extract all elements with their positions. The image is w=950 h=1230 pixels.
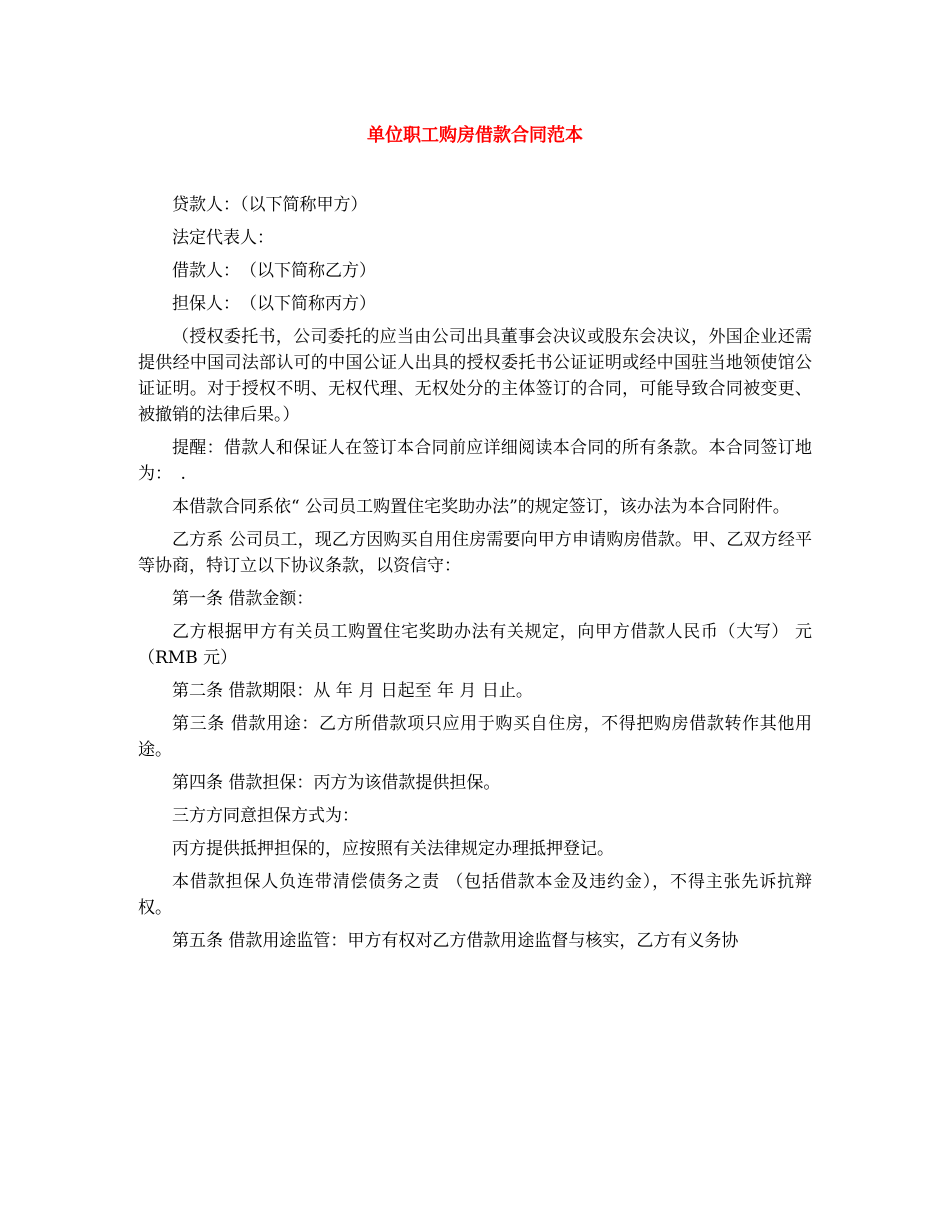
paragraph-legal-representative: 法定代表人： [172,228,274,248]
mortgage-registration: 丙方提供抵押担保的，应按照有关法律规定办理抵押登记。 [172,839,614,859]
paragraph-borrower: 借款人： （以下简称乙方） [172,261,376,281]
document-body [138,192,812,961]
article-4: 第四条 借款担保：丙方为该借款提供担保。 [172,773,501,793]
document-title: 单位职工购房借款合同范本 [367,125,583,146]
paragraph-reminder: 提醒：借款人和保证人在签订本合同前应详细阅读本合同的所有条款。本合同签订地为： . [138,438,812,484]
paragraph-basis: 本借款合同系依“ 公司员工购置住宅奖助办法”的规定签订，该办法为本合同附件。 [172,497,790,517]
guarantee-method: 三方方同意担保方式为： [172,806,359,826]
paragraph-guarantor: 担保人： （以下简称丙方） [172,294,376,314]
article-3: 第三条 借款用途：乙方所借款项只应用于购买自住房，不得把购房借款转作其他用途。 [138,714,812,760]
joint-liability: 本借款担保人负连带清偿债务之责 （包括借款本金及违约金），不得主张先诉抗辩权。 [138,872,812,918]
article-2: 第二条 借款期限：从 年 月 日起至 年 月 日止。 [172,681,533,701]
paragraph-lender: 贷款人：（以下简称甲方） [172,195,368,215]
paragraph-power-of-attorney-note: （授权委托书，公司委托的应当由公司出具董事会决议或股东会决议，外国企业还需提供经中国司法部认可的中国公证人出具的授权委托书公证证明或经中国驻当地领使馆公证证明。对于授权不明、无权代理、无权处分的主体签订的合同，可能导致合同被变更、被撤销的法律后果。） [138,327,812,425]
paragraph-purpose: 乙方系 公司员工，现乙方因购买自用住房需要向甲方申请购房借款。甲、乙双方经平等协商，特订立以下协议条款，以资信守： [138,530,812,576]
article-5: 第五条 借款用途监管：甲方有权对乙方借款用途监督与核实，乙方有义务协 [172,931,739,951]
article-1-body: 乙方根据甲方有关员工购置住宅奖助办法有关规定，向甲方借款人民币（大写） 元（RMB 元） [138,622,812,668]
article-1-heading: 第一条 借款金额： [172,589,314,609]
